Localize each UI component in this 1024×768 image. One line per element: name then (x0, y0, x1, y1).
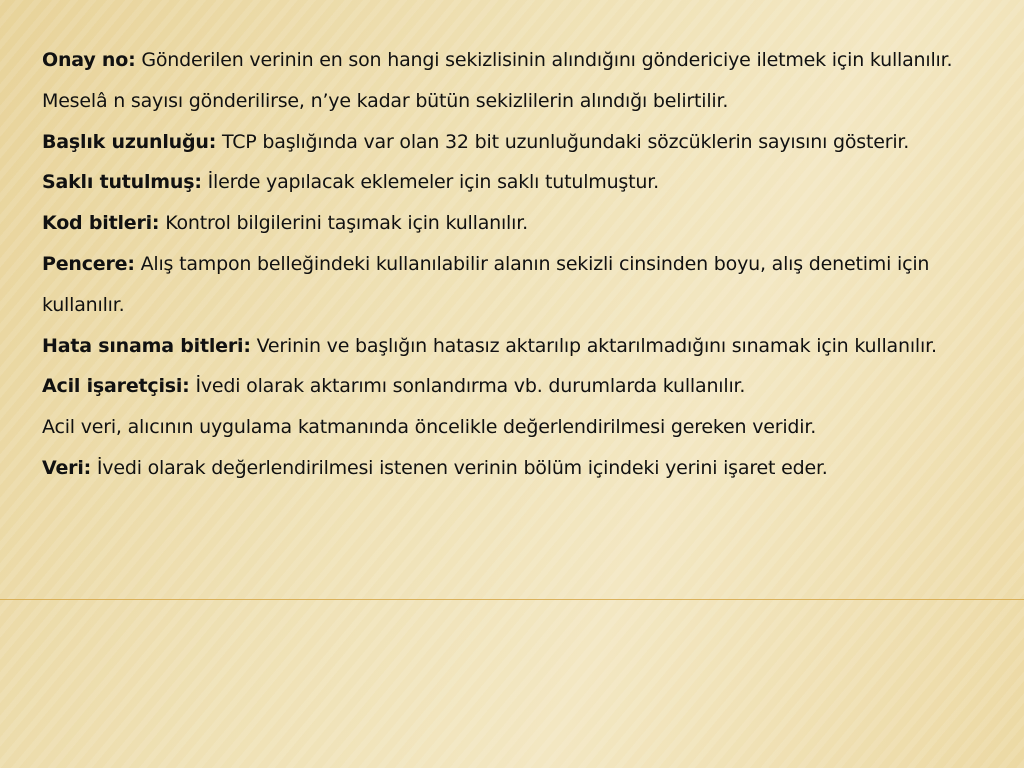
paragraph-acil-veri (42, 407, 972, 448)
term-label: Hata sınama bitleri: (42, 334, 251, 357)
slide-body (42, 40, 972, 489)
paragraph-hata-sinama-bitleri (42, 326, 972, 367)
paragraph-kod-bitleri (42, 203, 972, 244)
term-description: Kontrol bilgilerini taşımak için kullanılır. (165, 212, 528, 235)
term-label: Başlık uzunluğu: (42, 130, 217, 153)
term-label: Onay no: (42, 49, 136, 71)
term-label: Pencere: (42, 252, 135, 275)
term-label: Saklı tutulmuş: (42, 171, 202, 194)
term-description: Verinin ve başlığın hatasız aktarılıp aktarılmadığını sınamak için kullanılır. (256, 334, 937, 357)
paragraph-onay-no (42, 40, 972, 122)
term-description: İvedi olarak aktarımı sonlandırma vb. durumlarda kullanılır. (195, 375, 746, 398)
term-description: İvedi olarak değerlendirilmesi istenen verinin bölüm içindeki yerini işaret eder. (96, 456, 828, 479)
paragraph-baslik-uzunlugu (42, 122, 972, 163)
term-description: İlerde yapılacak eklemeler için saklı tutulmuştur. (207, 171, 659, 194)
term-description: Acil veri, alıcının uygulama katmanında öncelikle değerlendirilmesi gereken veridir. (42, 416, 817, 439)
decorative-divider-line (0, 599, 1024, 600)
paragraph-sakli-tutulmus (42, 162, 972, 203)
paragraph-acil-isaretcisi (42, 366, 972, 407)
term-description: Alış tampon belleğindeki kullanılabilir alanın sekizli cinsinden boyu, alış denetimi için kullanılır. (42, 252, 930, 316)
paragraph-veri (42, 448, 972, 489)
term-label: Kod bitleri: (42, 212, 160, 235)
term-label: Acil işaretçisi: (42, 375, 190, 398)
term-description: TCP başlığında var olan 32 bit uzunluğundaki sözcüklerin sayısını gösterir. (221, 130, 910, 153)
term-label: Veri: (42, 456, 92, 479)
term-description: Gönderilen verinin en son hangi sekizlisinin alındığını göndericiye iletmek için kullanılır. Meselâ n sayısı gönderilirse, n’ye kadar bütün sekizlilerin alındığı belirtilir. (42, 49, 953, 112)
paragraph-pencere (42, 244, 972, 326)
